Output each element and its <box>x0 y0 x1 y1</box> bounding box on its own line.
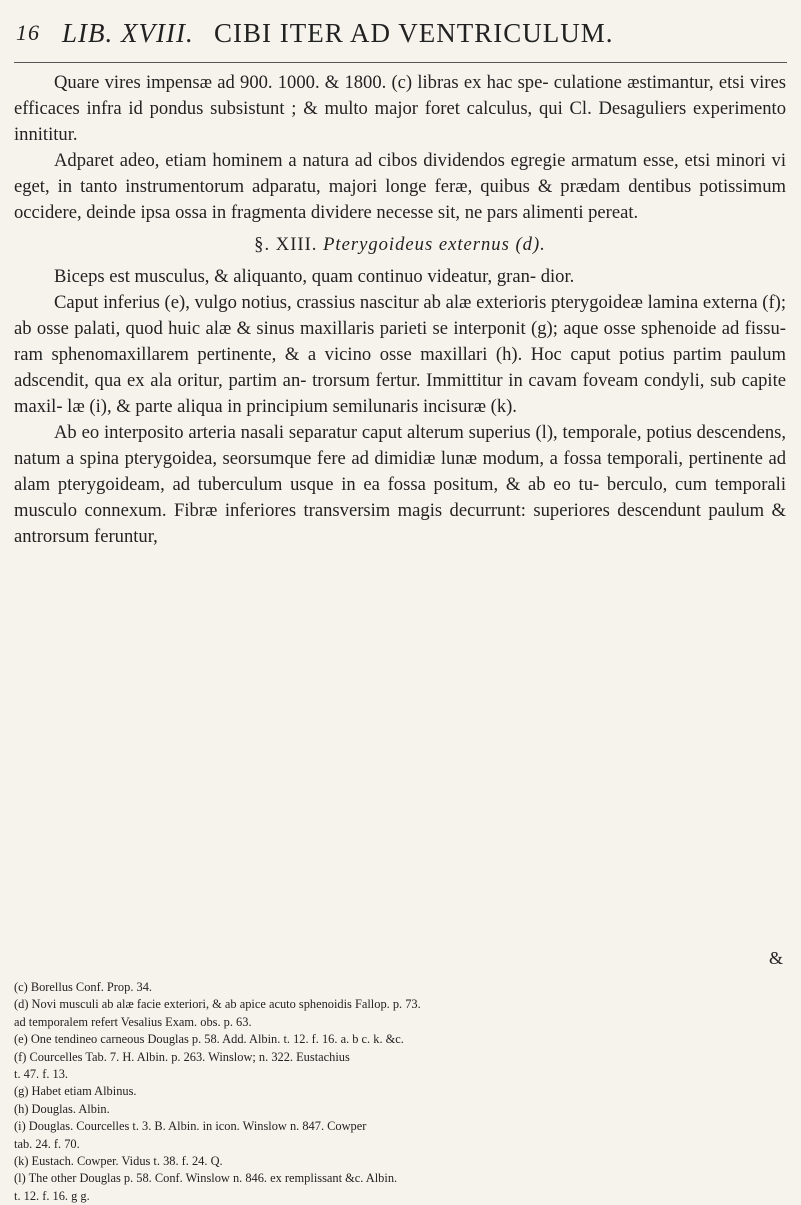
paragraph: Quare vires impensæ ad 900. 1000. & 1800. (c) libras ex hac spe- culatione æstimantur, etsi vires efficaces infra id pondus subsistunt ; & multo major foret calculus, qui Cl. Desaguliers experimento innititur. <box>14 72 786 145</box>
footnote-line: t. 12. f. 16. g g. <box>14 1188 90 1203</box>
footnotes <box>14 979 786 1205</box>
footnote-line: (e) One tendineo carneous Douglas p. 58. Add. Albin. t. 12. f. 16. a. b c. k. &c. <box>14 1032 404 1047</box>
footnote-line: ad temporalem refert Vesalius Exam. obs. p. 63. <box>14 1014 252 1029</box>
running-title: CIBI ITER AD VENTRICULUM. <box>214 18 614 48</box>
footnote-line: (c) Borellus Conf. Prop. 34. <box>14 980 153 994</box>
footnote-line: t. 47. f. 13. <box>14 1067 69 1082</box>
footnote-line: (f) Courcelles Tab. 7. H. Albin. p. 263. Winslow; n. 322. Eustachius <box>14 1049 350 1064</box>
book-number: LIB. XVIII. <box>62 18 194 48</box>
catchword: & <box>768 948 783 968</box>
paragraph: Adparet adeo, etiam hominem a natura ad cibos dividendos egregie armatum esse, etsi minori vi eget, in tanto instrumentorum adparatu, majori longe feræ, quibus & prædam dentibus potissimum occidere, deinde ipsa ossa in fragmenta dividere necesse sit, ne pars alimenti pereat. <box>14 150 786 223</box>
footnote-line: (h) Douglas. Albin. <box>14 1101 110 1116</box>
footnote-line: (k) Eustach. Cowper. Vidus t. 38. f. 24. Q. <box>14 1154 223 1169</box>
paragraph: Biceps est musculus, & aliquanto, quam continuo videatur, gran- dior. <box>54 266 575 287</box>
section-heading <box>14 232 786 258</box>
section-number: §. XIII. <box>254 234 318 255</box>
paragraph: Caput inferius (e), vulgo notius, crassius nascitur ab alæ exterioris pterygoideæ lamina externa (f); ab osse palati, quod huic alæ & sinus maxillaris parieti se interponit (g); aque osse sphenoide ad fissu- ram sphenomaxillarem pertinente, & a vicino osse maxillari (h). Hoc caput potius partim paulum adscendit, qua ex ala oritur, partim an- trorsum fertur. Immittitur in cavam foveam condyli, sub capite maxil- læ (i), & parte aliqua in principium semilunaris incisuræ (k). <box>14 292 786 417</box>
section-title: Pterygoideus externus (d). <box>323 234 546 255</box>
main-text <box>14 70 786 550</box>
footnote-line: (g) Habet etiam Albinus. <box>14 1084 137 1099</box>
footnote-line: (d) Novi musculi ab alæ facie exteriori, & ab apice acuto sphenoidis Fallop. p. 73. <box>14 997 421 1012</box>
paragraph: Ab eo interposito arteria nasali separatur caput alterum superius (l), temporale, potius descendens, natum a spina pterygoidea, seorsumque fere ad dimidiæ lunæ modum, a fossa temporali, pertinente ad alam pterygoideam, ad tuberculum usque in ea fossa positum, & ab eo tu- berculo, cum temporali musculo connexum. Fibræ inferiores transversim magis decurrunt: superiores descendunt paulum & antrorsum feruntur, <box>14 422 786 547</box>
footnote-line: tab. 24. f. 70. <box>14 1136 80 1151</box>
page-number: 16 <box>16 20 40 45</box>
running-header <box>16 18 786 58</box>
footnote-line: (i) Douglas. Courcelles t. 3. B. Albin. in icon. Winslow n. 847. Cowper <box>14 1119 367 1134</box>
footnote-line: (l) The other Douglas p. 58. Conf. Winslow n. 846. ex remplissant &c. Albin. <box>14 1171 398 1186</box>
header-rule <box>14 62 787 63</box>
